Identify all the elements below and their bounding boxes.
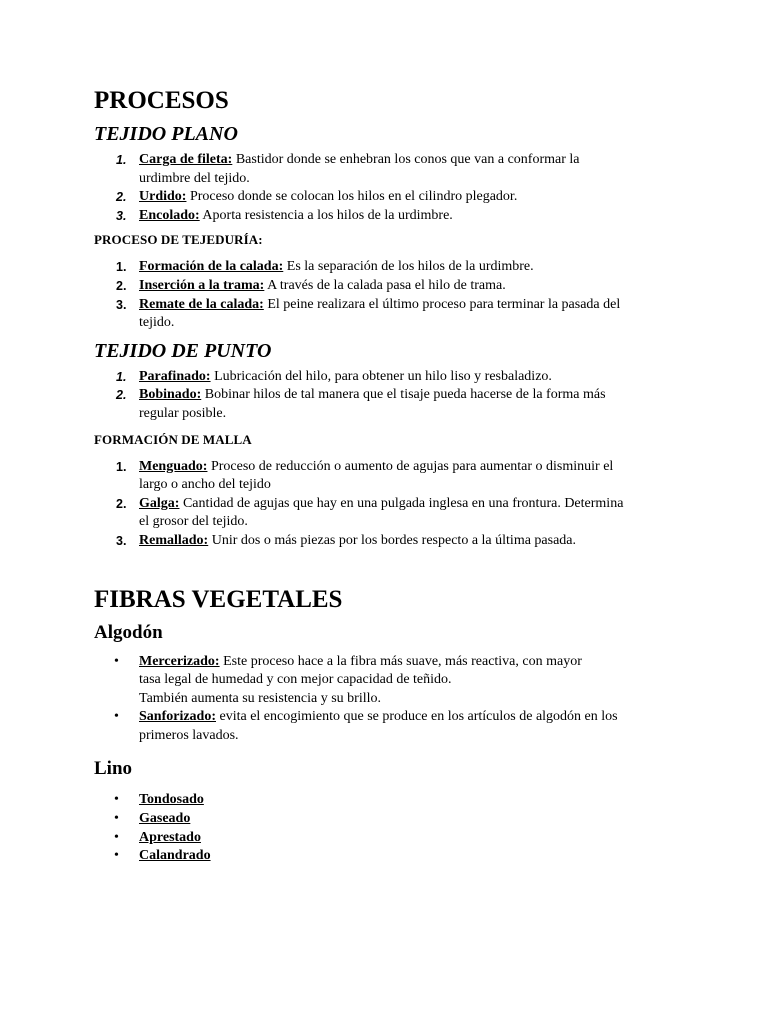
list-item [94,151,684,188]
list-item [94,207,684,226]
definition: Es la separación de los hilos de la urdimbre. [283,259,534,275]
term: Remallado: [139,532,209,548]
list-number: 2. [116,496,127,511]
list-number: 3. [116,533,127,548]
list-number: 1. [116,459,127,474]
heading-tejido-punto: TEJIDO DE PUNTO [94,339,272,362]
term: Sanforizado: [139,709,216,725]
list-item [94,368,684,387]
term: Carga de fileta: [139,152,233,167]
bullet-icon: • [114,829,119,845]
list-number: 2. [116,278,127,293]
definition-continued: urdimbre del tejido. [139,170,250,186]
term: Gaseado [139,811,191,827]
list-item [94,829,684,848]
definition: Proceso donde se colocan los hilos en el cilindro plegador. [186,189,518,205]
term: Formación de la calada: [139,259,284,275]
term: Menguado: [139,458,208,474]
list-item [94,495,684,532]
term: Calandrado [139,848,211,864]
list-tejido-plano [94,151,684,225]
list-item [94,708,684,745]
definition: Este proceso hace a la fibra más suave, más reactiva, con mayor [219,653,582,669]
list-formacion-malla [94,458,684,551]
definition-continued: el grosor del tejido. [139,514,248,530]
list-item [94,810,684,829]
list-number: 1. [116,260,127,275]
list-algodon [94,653,684,746]
list-item [94,791,684,810]
term: Parafinado: [139,368,211,384]
list-item [94,258,684,277]
heading-formacion-malla: FORMACIÓN DE MALLA [94,431,252,447]
bullet-icon: • [114,811,119,827]
list-item [94,277,684,296]
definition: Unir dos o más piezas por los bordes respecto a la última pasada. [208,532,577,548]
list-item [94,458,684,495]
bullet-icon: • [114,653,119,669]
definition: Cantidad de agujas que hay en una pulgada inglesa en una frontura. Determina [179,495,624,511]
bullet-icon: • [114,848,119,864]
term: Galga: [139,495,180,511]
list-item [94,532,684,551]
term: Tondosado [139,792,204,808]
list-item [94,386,684,423]
definition-continued: tejido. [139,315,175,331]
term: Mercerizado: [139,653,220,669]
list-item [94,188,684,207]
definition-continued: largo o ancho del tejido [139,477,271,493]
term: Urdido: [139,189,187,205]
term: Bobinado: [139,387,202,403]
section-title-fibras: FIBRAS VEGETALES [94,585,343,613]
bullet-icon: • [114,709,119,725]
list-number: 2. [116,190,127,205]
definition-continued: También aumenta su resistencia y su brillo. [139,690,382,706]
list-number: 1. [116,153,127,167]
heading-lino: Lino [94,758,133,780]
term: Inserción a la trama: [139,277,265,293]
list-item [94,653,684,709]
definition-continued: primeros lavados. [139,727,239,743]
list-item [94,296,684,333]
heading-tejido-plano: TEJIDO PLANO [94,123,238,145]
heading-tejeduria: PROCESO DE TEJEDURÍA: [94,232,263,248]
list-number: 3. [116,208,127,223]
definition: evita el encogimiento que se produce en los artículos de algodón en los [216,709,618,725]
document-page [94,86,684,866]
heading-algodon: Algodón [94,621,163,643]
definition: El peine realizara el último proceso para terminar la pasada del [263,296,621,312]
list-tejeduria [94,258,684,332]
definition: Lubricación del hilo, para obtener un hilo liso y resbaladizo. [210,368,552,384]
list-lino [94,791,684,865]
definition: Bobinar hilos de tal manera que el tisaje pueda hacerse de la forma más [201,387,606,403]
section-title-procesos: PROCESOS [94,87,229,114]
list-number: 3. [116,297,127,312]
list-number: 1. [116,369,127,384]
term: Remate de la calada: [139,296,264,312]
list-tejido-punto [94,368,684,424]
definition-continued: regular posible. [139,405,227,421]
term: Aprestado [139,829,201,845]
definition-continued: tasa legal de humedad y con mejor capacidad de teñido. [139,672,452,688]
definition: Aporta resistencia a los hilos de la urdimbre. [199,207,453,223]
bullet-icon: • [114,792,119,808]
definition: A través de la calada pasa el hilo de trama. [264,277,506,293]
list-item [94,847,684,866]
definition: Proceso de reducción o aumento de agujas para aumentar o disminuir el [207,458,614,474]
list-number: 2. [116,388,127,403]
term: Encolado: [139,207,200,223]
definition: Bastidor donde se enhebran los conos que van a conformar la [232,152,580,167]
